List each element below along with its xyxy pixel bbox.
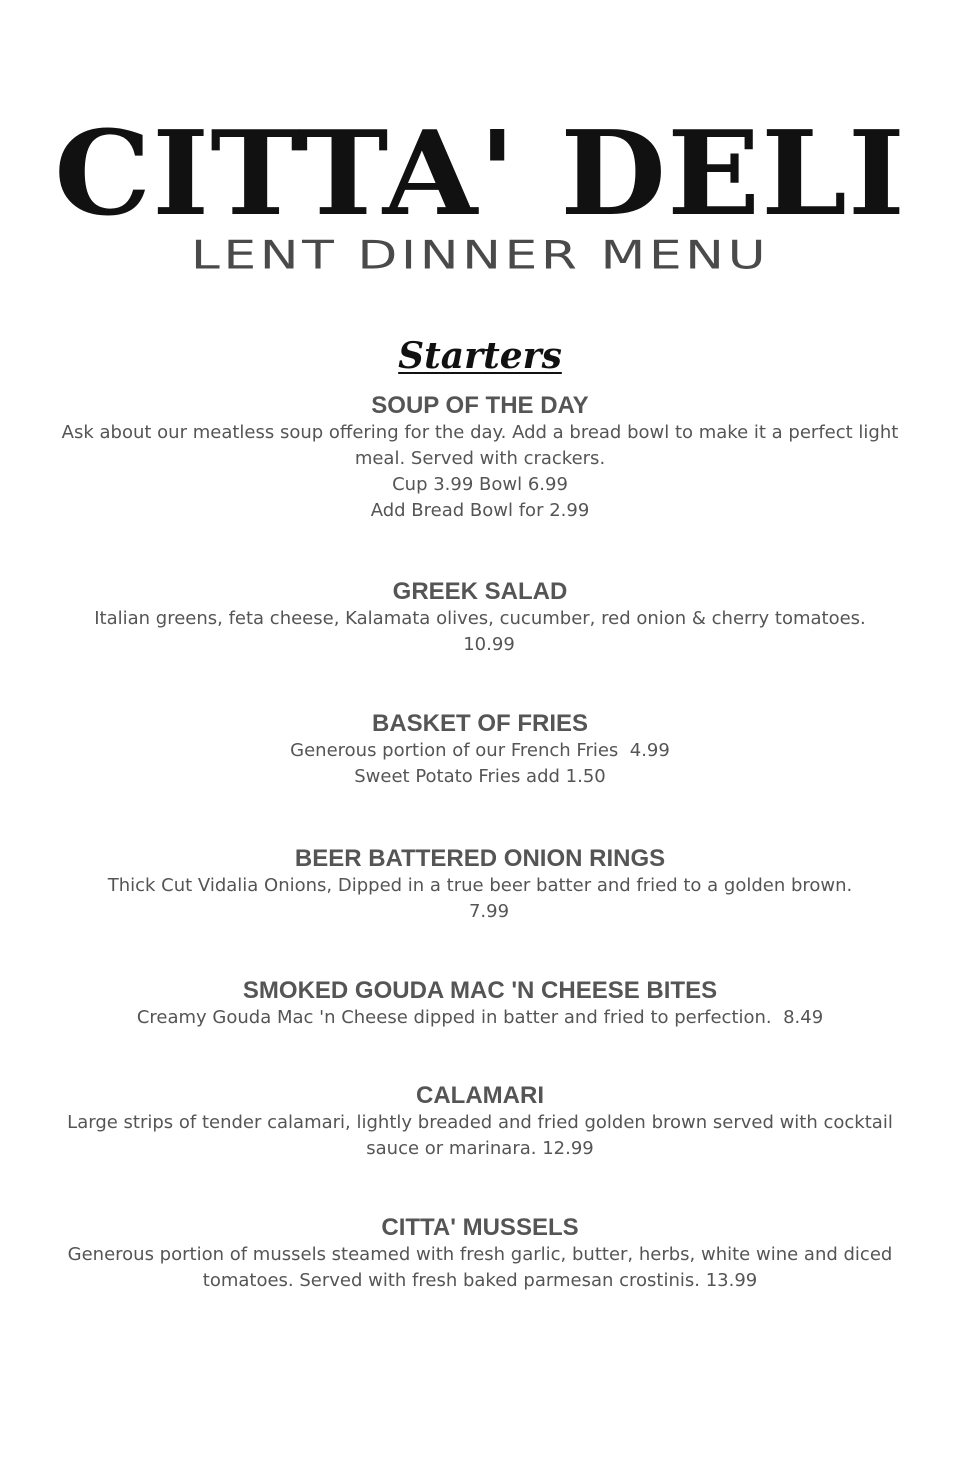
menu-item-name: CITTA' MUSSELS — [381, 1214, 579, 1241]
brand-title: CITTA' DELI — [54, 104, 906, 242]
menu-item-price-line: 7.99 — [468, 901, 510, 922]
menu-subtitle: LENT DINNER MENU — [190, 232, 770, 279]
menu-item-basket-of-fries — [40, 710, 920, 790]
menu-item-calamari — [40, 1082, 920, 1162]
menu-item-name: BASKET OF FRIES — [371, 710, 588, 737]
menu-item-name: SOUP OF THE DAY — [371, 392, 589, 419]
menu-item-name: BEER BATTERED ONION RINGS — [294, 845, 666, 872]
menu-item-price-line: Cup 3.99 Bowl 6.99 — [392, 474, 568, 495]
menu-item-extra-line: Add Bread Bowl for 2.99 — [370, 500, 590, 521]
menu-item-name: SMOKED GOUDA MAC 'N CHEESE BITES — [242, 977, 718, 1004]
menu-item-description: Large strips of tender calamari, lightly breaded and fried golden brown served with cocktail sauce or marinara. 12.99 — [67, 1112, 893, 1159]
menu-item-name: CALAMARI — [416, 1082, 544, 1109]
menu-item-greek-salad — [40, 578, 920, 658]
menu-item-onion-rings — [40, 845, 920, 925]
menu-item-soup-of-the-day — [40, 392, 920, 524]
menu-item-description: Thick Cut Vidalia Onions, Dipped in a true beer batter and fried to a golden brown. — [107, 875, 853, 896]
menu-item-description: Italian greens, feta cheese, Kalamata olives, cucumber, red onion & cherry tomatoes. — [94, 608, 866, 629]
menu-item-mussels — [40, 1214, 920, 1294]
menu-item-extra-line: Sweet Potato Fries add 1.50 — [354, 766, 606, 787]
menu-item-description: Generous portion of our French Fries 4.99 — [290, 740, 670, 761]
menu-item-description: Ask about our meatless soup offering for the day. Add a bread bowl to make it a perfect light meal. Served with crackers. — [61, 422, 899, 469]
menu-item-mac-cheese-bites — [40, 977, 920, 1031]
section-title-label: Starters — [398, 335, 562, 377]
menu-item-description: Generous portion of mussels steamed with fresh garlic, butter, herbs, white wine and diced tomatoes. Served with fresh baked parmesan crostinis. 13.99 — [67, 1244, 893, 1291]
menu-item-price-line: 10.99 — [463, 634, 515, 655]
menu-item-description: Creamy Gouda Mac 'n Cheese dipped in batter and fried to perfection. 8.49 — [136, 1007, 824, 1028]
section-title-starters — [0, 332, 960, 380]
menu-item-name: GREEK SALAD — [392, 578, 568, 605]
